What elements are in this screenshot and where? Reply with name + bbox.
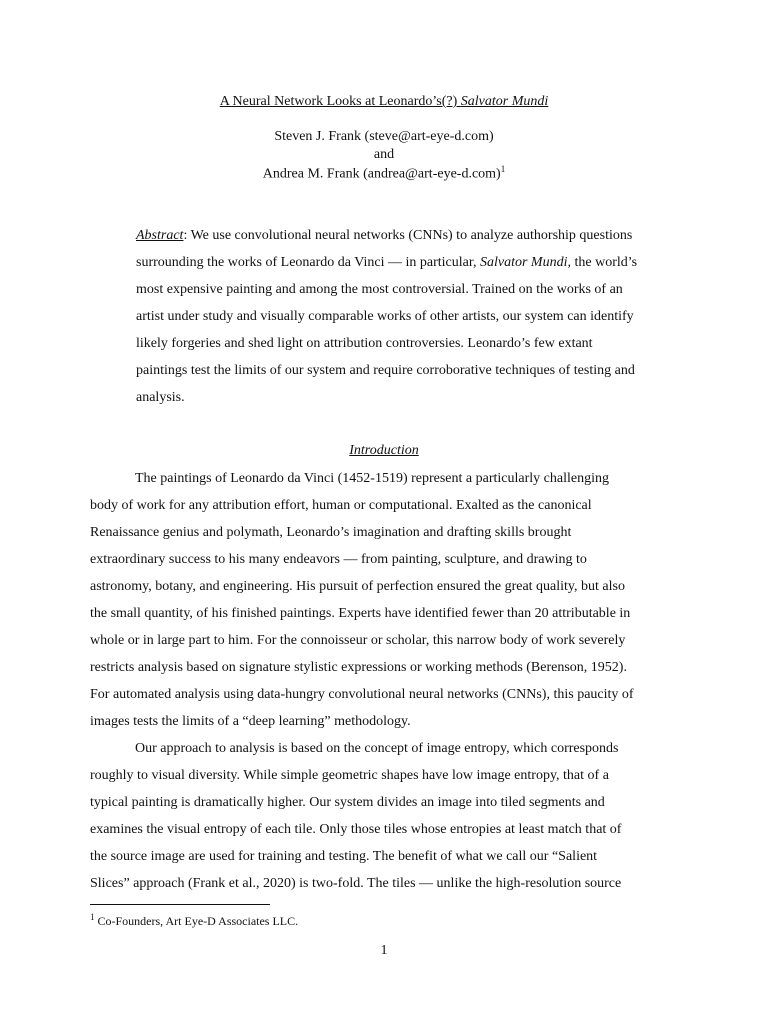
body-line: Our approach to analysis is based on the concept of image entropy, which corresponds: [135, 741, 619, 756]
body-line: extraordinary success to his many endeavors — from painting, sculpture, and drawing to: [90, 552, 587, 567]
paper-title: A Neural Network Looks at Leonardo’s(?) Salvator Mundi: [219, 94, 549, 109]
body-line: whole or in large part to him. For the connoisseur or scholar, this narrow body of work severely: [90, 633, 626, 648]
author-andrea: Andrea M. Frank (andrea@art-eye-d.com)$^1$: [262, 164, 506, 182]
body-line: the small quantity, of his finished paintings. Experts have identified fewer than 20 attributable in: [90, 606, 631, 621]
body-line: typical painting is dramatically higher. Our system divides an image into tiled segments and: [90, 795, 605, 810]
body-line: Slices” approach (Frank et al., 2020) is two-fold. The tiles — unlike the high-resolution source: [90, 876, 622, 891]
abstract-line: likely forgeries and shed light on attribution controversies. Leonardo’s few extant: [136, 336, 593, 351]
abstract-line-2: surrounding the works of Leonardo da Vinci — in particular, Salvator Mundi, the world’s: [136, 255, 638, 270]
body-line: the source image are used for training and testing. The benefit of what we call our “Salient: [90, 849, 598, 864]
abstract-line-1: Abstract: We use convolutional neural networks (CNNs) to analyze authorship questions: [136, 228, 633, 243]
author-steven: Steven J. Frank (steve@art-eye-d.com): [274, 129, 494, 144]
section-heading-introduction: Introduction: [349, 443, 419, 458]
body-line: images tests the limits of a “deep learning” methodology.: [90, 714, 411, 729]
abstract-line: most expensive painting and among the most controversial. Trained on the works of an: [136, 282, 623, 297]
author-and: and: [373, 147, 395, 162]
abstract-line: paintings test the limits of our system and require corroborative techniques of testing and: [136, 363, 635, 378]
body-line: body of work for any attribution effort, human or computational. Exalted as the canonical: [90, 498, 592, 513]
body-line: For automated analysis using data-hungry convolutional neural networks (CNNs), this paucity of: [90, 687, 634, 702]
page-number: 1: [380, 943, 388, 958]
body-line: restricts analysis based on signature stylistic expressions or working methods (Berenson, 1952).: [90, 660, 627, 675]
abstract-line: artist under study and visually comparable works of other artists, our system can identify: [136, 309, 634, 324]
footnote-divider: [90, 904, 270, 905]
body-line: examines the visual entropy of each tile. Only those tiles whose entropies at least match that of: [90, 822, 622, 837]
abstract-line: analysis.: [136, 390, 185, 405]
footnote: $^1$ Co-Founders, Art Eye-D Associates LLC.: [90, 912, 299, 928]
body-line: The paintings of Leonardo da Vinci (1452-1519) represent a particularly challenging: [135, 471, 609, 486]
body-line: astronomy, botany, and engineering. His pursuit of perfection ensured the great quality, but also: [90, 579, 625, 594]
body-line: Renaissance genius and polymath, Leonardo’s imagination and drafting skills brought: [90, 525, 572, 540]
body-line: roughly to visual diversity. While simple geometric shapes have low image entropy, that of a: [90, 768, 609, 783]
